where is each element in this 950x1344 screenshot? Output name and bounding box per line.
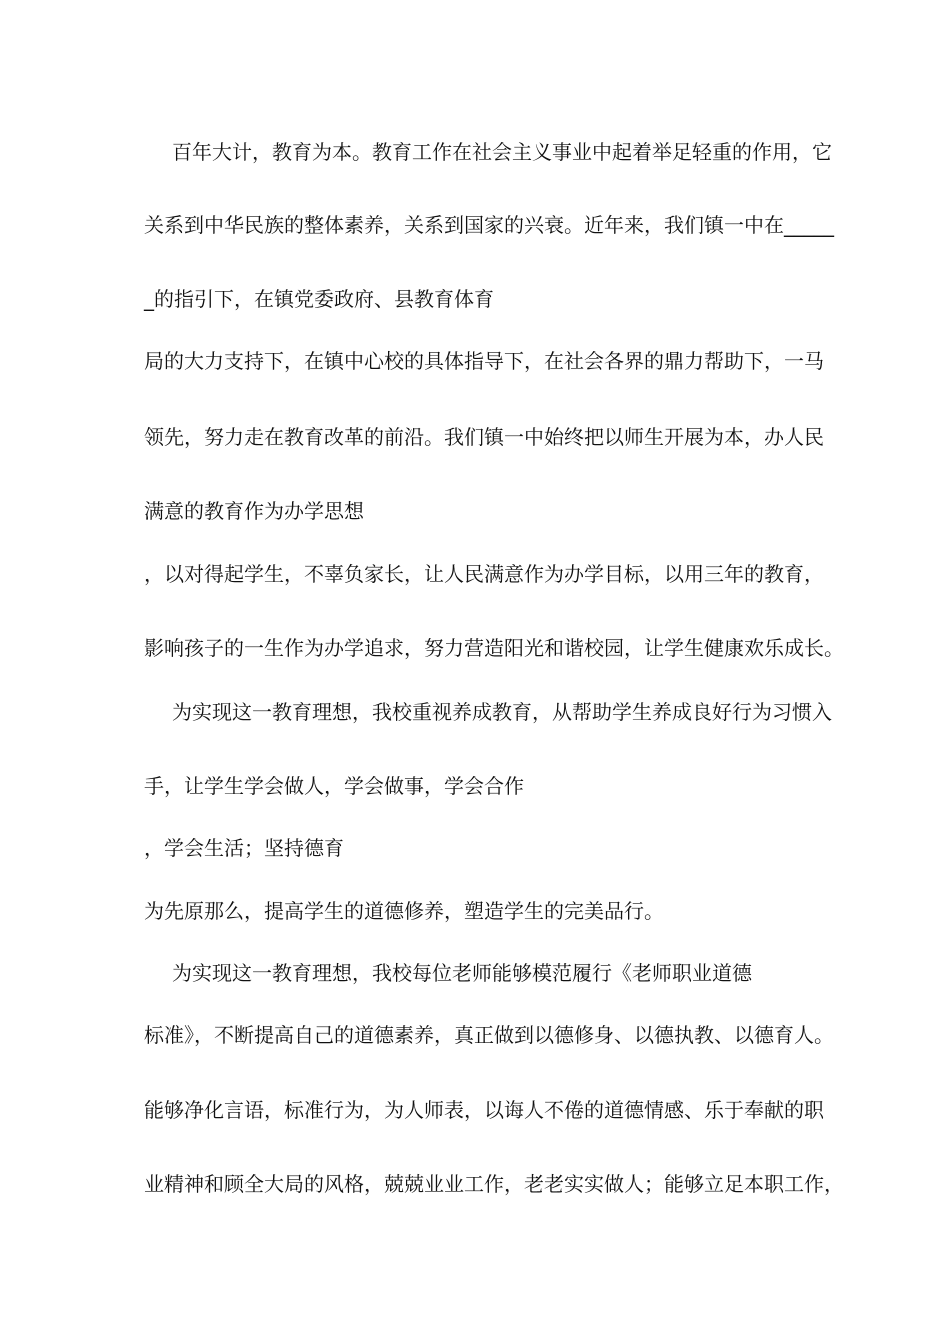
paragraph-3-line-4: 业精神和顾全大局的风格，兢兢业业工作，老老实实做人；能够立足本职工作， — [144, 1172, 844, 1196]
paragraph-1-line-8: 影响孩子的一生作为办学追求，努力营造阳光和谐校园，让学生健康欢乐成长。 — [144, 636, 844, 660]
paragraph-3-line-3: 能够净化言语，标准行为，为人师表，以诲人不倦的道德情感、乐于奉献的职 — [144, 1098, 824, 1122]
paragraph-1-line-3: _的指引下，在镇党委政府、县教育体育 — [144, 287, 494, 311]
paragraph-2-line-1: 为实现这一教育理想，我校重视养成教育，从帮助学生养成良好行为习惯入 — [172, 700, 832, 724]
paragraph-1-line-2: 关系到中华民族的整体素养，关系到国家的兴衰。近年来，我们镇一中在_____ — [144, 213, 834, 237]
paragraph-3-line-2: 标准》，不断提高自己的道德素养，真正做到以德修身、以德执教、以德育人。 — [144, 1023, 834, 1047]
paragraph-1-line-4: 局的大力支持下，在镇中心校的具体指导下，在社会各界的鼎力帮助下，一马 — [144, 349, 824, 373]
paragraph-2-line-4: 为先原那么，提高学生的道德修养，塑造学生的完美品行。 — [144, 899, 664, 923]
paragraph-1-line-7: ，以对得起学生，不辜负家长，让人民满意作为办学目标，以用三年的教育， — [144, 562, 824, 586]
paragraph-1-line-6: 满意的教育作为办学思想 — [144, 499, 364, 523]
paragraph-3-line-1: 为实现这一教育理想，我校每位老师能够模范履行《老师职业道德 — [172, 961, 752, 985]
paragraph-1-line-1: 百年大计，教育为本。教育工作在社会主义事业中起着举足轻重的作用，它 — [172, 140, 832, 164]
paragraph-2-line-3: ，学会生活；坚持德育 — [144, 836, 344, 860]
paragraph-2-line-2: 手，让学生学会做人，学会做事，学会合作 — [144, 774, 524, 798]
paragraph-1-line-5: 领先，努力走在教育改革的前沿。我们镇一中始终把以师生开展为本，办人民 — [144, 425, 824, 449]
